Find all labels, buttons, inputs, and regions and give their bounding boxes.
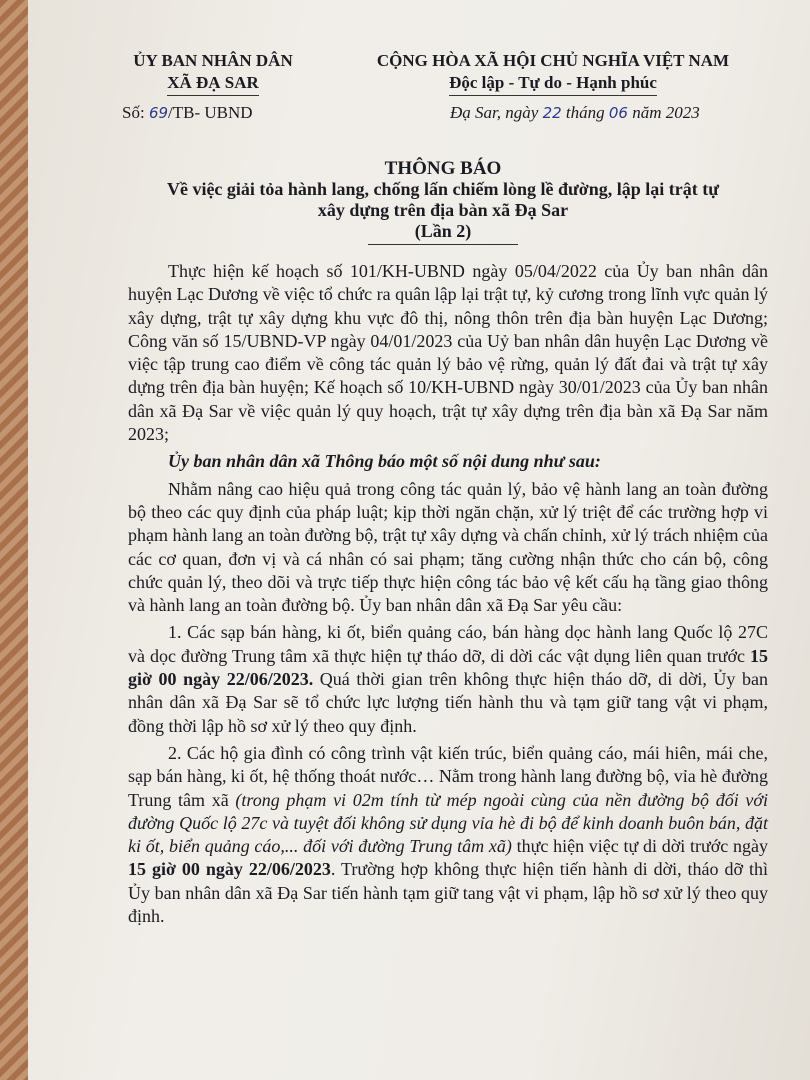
document-number (122, 103, 253, 123)
date-suffix: năm 2023 (627, 103, 700, 122)
title-heading: THÔNG BÁO (384, 158, 502, 179)
document-page (28, 0, 810, 1080)
date-middle: tháng (561, 103, 609, 122)
date-prefix: Đạ Sar, ngày (450, 103, 543, 122)
title-edition: (Lần 2) (414, 221, 472, 241)
item1-text-b: Quá thời gian trên không thực hiện tháo dỡ, di dời, Ủy ban nhân dân xã Đạ Sar sẽ tổ chức lực lượng tiến hành thu và tạm giữ tang vật vi phạm, đồng thời lập hồ sơ xử lý theo quy định. (128, 669, 768, 736)
ref-prefix: Số: (122, 103, 149, 122)
issue-date (450, 103, 700, 123)
paragraph-legal-basis: Thực hiện kế hoạch số 101/KH-UBND ngày 05/04/2022 của Ủy ban nhân dân huyện Lạc Dương về việc tổ chức ra quân lập lại trật tự, kỷ cương trong lĩnh vực quản lý xây dựng, trật tự xây dựng khu vực đô thị, nông thôn trên địa bàn huyện Lạc Dương; Công văn số 15/UBND-VP ngày 04/01/2023 của Uỷ ban nhân dân huyện Lạc Dương về việc tập trung cao điểm về công tác quản lý bảo vệ rừng, quản lý đất đai và trật tự xây dựng trên địa bàn huyện; Kế hoạch số 10/KH-UBND ngày 30/01/2023 của Ủy ban nhân dân xã Đạ Sar về việc quản lý quy hoạch, trật tự xây dựng trên địa bàn xã Đạ Sar năm 2023; (128, 261, 768, 445)
motto: Độc lập - Tự do - Hạnh phúc (449, 72, 657, 96)
item2-deadline: 15 giờ 00 ngày 22/06/2023 (128, 859, 331, 880)
agency-line-1: ỦY BAN NHÂN DÂN (133, 51, 293, 70)
paragraph-announcement: Ủy ban nhân dân xã Thông báo một số nội dung như sau: (168, 451, 601, 472)
item2-text-a: 2. Các hộ gia đình có công trình vật kiến trúc, biển quảng cáo, mái hiên, mái che, sạp bán hàng, ki ốt, hệ thống thoát nước… Nằm trong hành lang đường bộ, vỉa hè đường Trung tâm xã (128, 742, 768, 810)
country-name: CỘNG HÒA XÃ HỘI CHỦ NGHĨA VIỆT NAM (376, 51, 730, 70)
item2-text-b: thực hiện việc tự di dời trước ngày (511, 836, 768, 857)
date-day-handwritten: 22 (542, 104, 562, 122)
notice-body (128, 260, 768, 932)
item1-text-a: 1. Các sạp bán hàng, ki ốt, biển quảng cáo, bán hàng dọc hành lang Quốc lộ 27C và dọc đường Trung tâm xã thực hiện tự tháo dỡ, di dời các vật dụng liên quan trước (128, 622, 768, 666)
paragraph-item-1 (128, 621, 768, 737)
title-subject-line-2: xây dựng trên địa bàn xã Đạ Sar (317, 200, 569, 220)
notice-title (118, 158, 768, 245)
item2-text-c: . Trường hợp không thực hiện tiến hành di dời, tháo dỡ thì Ủy ban nhân dân xã Đạ Sar tiến hành tạm giữ tang vật vi phạm, lập hồ sơ xử lý theo quy định. (128, 859, 768, 927)
item1-deadline: 15 giờ 00 ngày 22/06/2023. (128, 645, 768, 690)
ref-suffix: /TB- UBND (168, 103, 253, 122)
paragraph-item-2 (128, 742, 768, 928)
title-subject-line-1: Về việc giải tỏa hành lang, chống lấn chiếm lòng lề đường, lập lại trật tự (166, 179, 720, 199)
title-underline (368, 244, 518, 245)
issuing-agency (88, 50, 338, 96)
agency-line-2: XÃ ĐẠ SAR (167, 72, 259, 96)
background-edge (0, 0, 30, 1080)
national-header (328, 50, 778, 96)
item2-scope-italic: (trong phạm vi 02m tính từ mép ngoài cùng của nền đường bộ đối với đường Quốc lộ 27c và tuyệt đối không sử dụng vỉa hè đi bộ để kinh doanh buôn bán, đặt ki ốt, biển quảng cáo,... đối với đường Trung tâm xã) (128, 789, 768, 857)
paragraph-purpose: Nhằm nâng cao hiệu quả trong công tác quản lý, bảo vệ hành lang an toàn đường bộ theo các quy định của pháp luật; kịp thời ngăn chặn, xử lý triệt để các trường hợp vi phạm hành lang an toàn đường bộ, trật tự xây dựng và chấn chỉnh, xử lý trách nhiệm của các cơ quan, đơn vị và cá nhân có sai phạm; tăng cường nhận thức cho cán bộ, công chức quản lý, theo dõi và trực tiếp thực hiện công tác bảo vệ kết cấu hạ tầng giao thông và hành lang an toàn đường bộ. Ủy ban nhân dân xã Đạ Sar yêu cầu: (128, 478, 768, 616)
ref-number-handwritten: 69 (148, 104, 169, 122)
date-month-handwritten: 06 (608, 104, 628, 122)
